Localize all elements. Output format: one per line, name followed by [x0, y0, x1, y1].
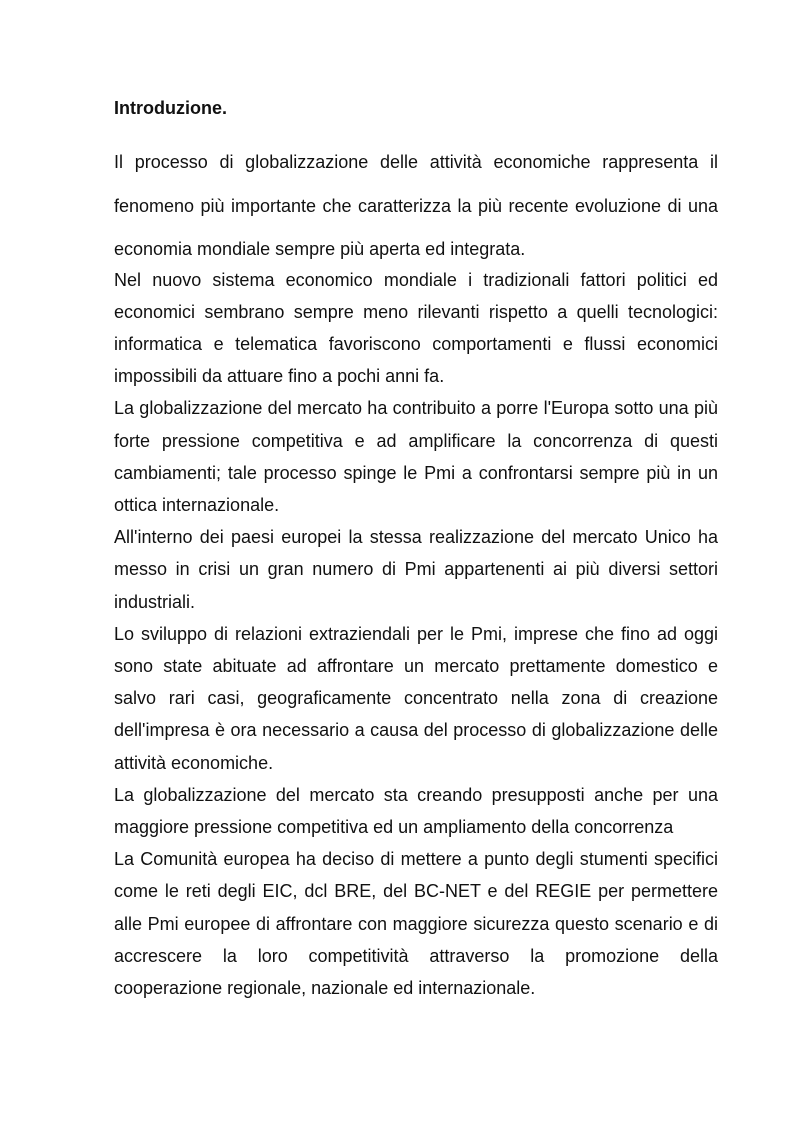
document-heading: Introduzione.	[114, 98, 227, 118]
paragraph: All'interno dei paesi europei la stessa realizzazione del mercato Unico ha messo in crisi un gran numero di Pmi appartenenti ai più diversi settori industriali.	[114, 527, 718, 612]
paragraph: La globalizzazione del mercato ha contribuito a porre l'Europa sotto una più forte pressione competitiva e ad amplificare la concorrenza di questi cambiamenti; tale processo spinge le Pmi a confrontarsi sempre più in un ottica internazionale.	[114, 398, 718, 515]
paragraph: Nel nuovo sistema economico mondiale i tradizionali fattori politici ed economici sembrano sempre meno rilevanti rispetto a quelli tecnologici: informatica e telematica favoriscono comportamenti e flussi economici impossibili da attuare fino a pochi anni fa.	[114, 269, 718, 387]
paragraph: La Comunità europea ha deciso di mettere a punto degli stumenti specifici come le reti degli EIC, dcl BRE, del BC-NET e del REGIE per permettere alle Pmi europee di affrontare con maggiore sicurezza questo scenario e di accrescere la loro competitività attraverso la promozione della cooperazione regionale, nazionale ed internazionale.	[114, 849, 718, 998]
paragraph: Lo sviluppo di relazioni extraziendali per le Pmi, imprese che fino ad oggi sono state abituate ad affrontare un mercato prettamente domestico e salvo rari casi, geograficamente concentrato nella zona di creazione dell'impresa è ora necessario a causa del processo di globalizzazione delle attività economiche.	[114, 623, 718, 773]
paragraph: La globalizzazione del mercato sta creando presupposti anche per una maggiore pressione competitiva ed un ampliamento della concorrenza	[114, 784, 718, 837]
document-page	[114, 96, 718, 1004]
paragraph: Il processo di globalizzazione delle attività economiche rappresenta il fenomeno più importante che caratterizza la più recente evoluzione di una economia mondiale sempre più aperta ed integrata.	[114, 152, 718, 259]
